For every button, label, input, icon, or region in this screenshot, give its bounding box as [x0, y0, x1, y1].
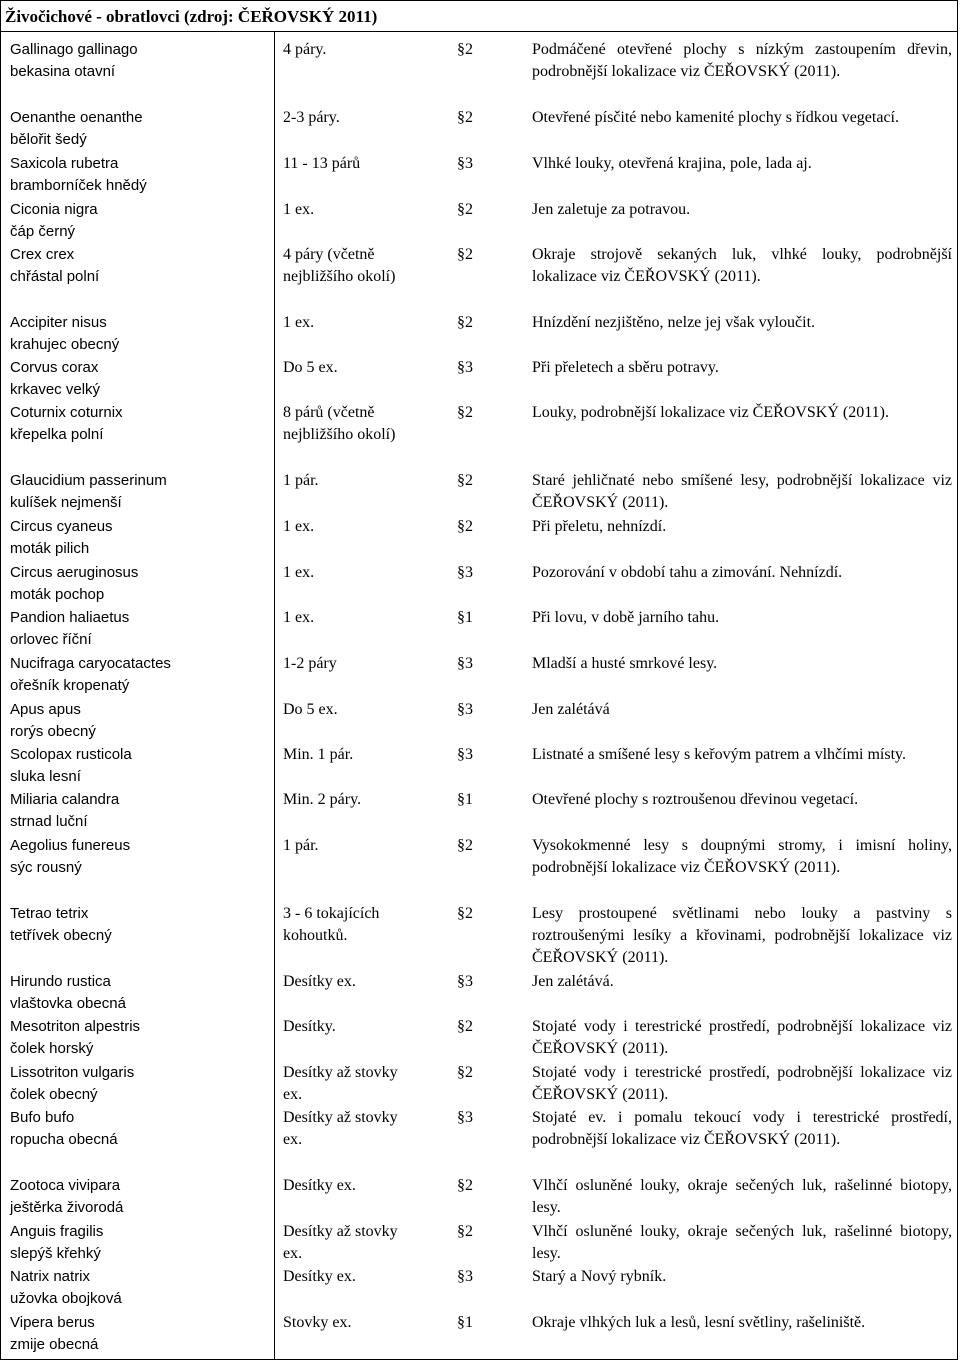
- count-cell: Desítky až stovky ex.: [283, 1064, 398, 1103]
- species-table: [0, 32, 958, 1360]
- latin-name: Aegolius funereus: [10, 837, 131, 854]
- protection-category-cell: §2: [457, 404, 473, 421]
- latin-name: Corvus corax: [10, 359, 99, 376]
- note-cell: Jen zalétává.: [532, 973, 614, 990]
- latin-name: Ciconia nigra: [10, 201, 98, 218]
- note-cell: Starý a Nový rybník.: [532, 1268, 667, 1285]
- note-cell: Stojaté ev. i pomalu tekoucí vody i terestrické prostředí, podrobnější lokalizace viz ČEŘOVSKÝ (2011).: [532, 1109, 952, 1148]
- protection-category-cell: §2: [457, 905, 473, 922]
- species-cell: [10, 1266, 265, 1310]
- latin-name: Crex crex: [10, 246, 75, 263]
- count-cell: Do 5 ex.: [283, 701, 338, 718]
- protection-category-cell: §3: [457, 1268, 473, 1285]
- species-cell: [10, 835, 265, 879]
- count-cell: 1-2 páry: [283, 655, 337, 672]
- protection-category-cell: §3: [457, 746, 473, 763]
- latin-name: Oenanthe oenanthe: [10, 109, 143, 126]
- note-cell: Při lovu, v době jarního tahu.: [532, 609, 720, 626]
- protection-category-cell: §2: [457, 41, 473, 58]
- count-cell: 1 ex.: [283, 609, 315, 626]
- protection-category-cell: §2: [457, 314, 473, 331]
- protection-category-cell: §1: [457, 609, 473, 626]
- czech-name: chřástal polní: [10, 268, 100, 285]
- protection-category-cell: §3: [457, 155, 473, 172]
- latin-name: Anguis fragilis: [10, 1223, 104, 1240]
- note-cell: Stojaté vody i terestrické prostředí, podrobnější lokalizace viz ČEŘOVSKÝ (2011).: [532, 1064, 952, 1103]
- count-cell: 11 - 13 párů: [283, 155, 361, 172]
- latin-name: Hirundo rustica: [10, 973, 111, 990]
- note-cell: Otevřené písčité nebo kamenité plochy s řídkou vegetací.: [532, 109, 899, 126]
- latin-name: Bufo bufo: [10, 1109, 75, 1126]
- count-cell: Desítky.: [283, 1018, 336, 1035]
- note-cell: Jen zaletuje za potravou.: [532, 201, 691, 218]
- count-cell: 1 pár.: [283, 837, 319, 854]
- note-cell: Staré jehličnaté nebo smíšené lesy, podrobnější lokalizace viz ČEŘOVSKÝ (2011).: [532, 472, 952, 511]
- latin-name: Miliaria calandra: [10, 791, 120, 808]
- species-cell: [10, 744, 265, 788]
- czech-name: bekasina otavní: [10, 63, 116, 80]
- note-cell: Vlhčí osluněné louky, okraje sečených luk, rašelinné biotopy, lesy.: [532, 1177, 952, 1216]
- count-cell: 1 ex.: [283, 518, 315, 535]
- protection-category-cell: §2: [457, 1064, 473, 1081]
- species-cell: [10, 789, 265, 833]
- protection-category-cell: §2: [457, 201, 473, 218]
- latin-name: Glaucidium passerinum: [10, 472, 167, 489]
- protection-category-cell: §3: [457, 701, 473, 718]
- count-cell: 1 pár.: [283, 472, 319, 489]
- count-cell: 1 ex.: [283, 201, 315, 218]
- species-cell: [10, 153, 265, 197]
- count-cell: Desítky ex.: [283, 973, 356, 990]
- count-cell: 4 páry (včetně nejbližšího okolí): [283, 246, 396, 285]
- count-cell: Stovky ex.: [283, 1314, 352, 1331]
- protection-category-cell: §2: [457, 472, 473, 489]
- protection-category-cell: §2: [457, 837, 473, 854]
- count-cell: Desítky až stovky ex.: [283, 1109, 398, 1148]
- note-cell: Při přeletu, nehnízdí.: [532, 518, 667, 535]
- species-cell: [10, 1221, 265, 1265]
- czech-name: ropucha obecná: [10, 1131, 118, 1148]
- species-cell: [10, 1016, 265, 1060]
- count-cell: Do 5 ex.: [283, 359, 338, 376]
- protection-category-cell: §1: [457, 1314, 473, 1331]
- note-cell: Lesy prostoupené světlinami nebo louky a pastviny s roztroušenými lesíky a křovinami, podrobnější lokalizace viz ČEŘOVSKÝ (2011).: [532, 905, 952, 966]
- protection-category-cell: §2: [457, 1177, 473, 1194]
- protection-category-cell: §2: [457, 1018, 473, 1035]
- note-cell: Stojaté vody i terestrické prostředí, podrobnější lokalizace viz ČEŘOVSKÝ (2011).: [532, 1018, 952, 1057]
- latin-name: Apus apus: [10, 701, 81, 718]
- note-cell: Hnízdění nezjištěno, nelze jej však vyloučit.: [532, 314, 816, 331]
- count-cell: 3 - 6 tokajících kohoutků.: [283, 905, 380, 944]
- species-cell: [10, 903, 265, 947]
- czech-name: tetřívek obecný: [10, 927, 112, 944]
- czech-name: čolek horský: [10, 1040, 94, 1057]
- species-cell: [10, 1062, 265, 1106]
- czech-name: sluka lesní: [10, 768, 81, 785]
- count-cell: 2-3 páry.: [283, 109, 340, 126]
- latin-name: Tetrao tetrix: [10, 905, 89, 922]
- protection-category-cell: §1: [457, 791, 473, 808]
- latin-name: Accipiter nisus: [10, 314, 107, 331]
- species-cell: [10, 699, 265, 743]
- czech-name: kulíšek nejmenší: [10, 494, 122, 511]
- species-cell: [10, 39, 265, 83]
- note-cell: Při přeletech a sběru potravy.: [532, 359, 719, 376]
- count-cell: 1 ex.: [283, 564, 315, 581]
- count-cell: Min. 2 páry.: [283, 791, 362, 808]
- czech-name: vlaštovka obecná: [10, 995, 126, 1012]
- latin-name: Vipera berus: [10, 1314, 95, 1331]
- latin-name: Coturnix coturnix: [10, 404, 123, 421]
- note-cell: Vysokokmenné lesy s doupnými stromy, i imisní holiny, podrobnější lokalizace viz ČEŘOVSKÝ (2011).: [532, 837, 952, 876]
- species-cell: [10, 607, 265, 651]
- protection-category-cell: §2: [457, 109, 473, 126]
- protection-category-cell: §3: [457, 1109, 473, 1126]
- species-cell: [10, 562, 265, 606]
- count-cell: Desítky až stovky ex.: [283, 1223, 398, 1262]
- species-cell: [10, 971, 265, 1015]
- latin-name: Circus cyaneus: [10, 518, 113, 535]
- note-cell: Mladší a husté smrkové lesy.: [532, 655, 718, 672]
- species-cell: [10, 244, 265, 288]
- note-cell: Vlhké louky, otevřená krajina, pole, lada aj.: [532, 155, 812, 172]
- species-cell: [10, 1175, 265, 1219]
- czech-name: moták pochop: [10, 586, 105, 603]
- count-cell: 4 páry.: [283, 41, 327, 58]
- czech-name: křepelka polní: [10, 426, 104, 443]
- czech-name: užovka obojková: [10, 1290, 122, 1307]
- species-cell: [10, 516, 265, 560]
- latin-name: Saxicola rubetra: [10, 155, 119, 172]
- latin-name: Circus aeruginosus: [10, 564, 139, 581]
- note-cell: Podmáčené otevřené plochy s nízkým zastoupením dřevin, podrobnější lokalizace viz ČEŘOVSKÝ (2011).: [532, 41, 952, 80]
- protection-category-cell: §2: [457, 518, 473, 535]
- count-cell: 1 ex.: [283, 314, 315, 331]
- count-cell: Min. 1 pár.: [283, 746, 354, 763]
- czech-name: bělořit šedý: [10, 131, 87, 148]
- table-title: Živočichové - obratlovci (zdroj: ČEŘOVSKÝ 2011): [0, 0, 958, 32]
- note-cell: Pozorování v období tahu a zimování. Nehnízdí.: [532, 564, 843, 581]
- species-cell: [10, 312, 265, 356]
- czech-name: slepýš křehký: [10, 1245, 101, 1262]
- species-cell: [10, 357, 265, 401]
- latin-name: Lissotriton vulgaris: [10, 1064, 135, 1081]
- protection-category-cell: §3: [457, 973, 473, 990]
- latin-name: Nucifraga caryocatactes: [10, 655, 171, 672]
- czech-name: bramborníček hnědý: [10, 177, 147, 194]
- note-cell: Jen zalétává: [532, 701, 610, 718]
- protection-category-cell: §2: [457, 1223, 473, 1240]
- note-cell: Okraje strojově sekaných luk, vlhké louky, podrobnější lokalizace viz ČEŘOVSKÝ (2011).: [532, 246, 952, 285]
- czech-name: moták pilich: [10, 540, 90, 557]
- column-divider: [274, 32, 275, 1359]
- czech-name: orlovec říční: [10, 631, 92, 648]
- species-cell: [10, 107, 265, 151]
- czech-name: čolek obecný: [10, 1086, 98, 1103]
- count-cell: Desítky ex.: [283, 1177, 356, 1194]
- latin-name: Mesotriton alpestris: [10, 1018, 141, 1035]
- species-cell: [10, 653, 265, 697]
- note-cell: Okraje vlhkých luk a lesů, lesní světliny, rašeliniště.: [532, 1314, 866, 1331]
- czech-name: ořešník kropenatý: [10, 677, 130, 694]
- protection-category-cell: §3: [457, 359, 473, 376]
- czech-name: zmije obecná: [10, 1336, 99, 1353]
- protection-category-cell: §2: [457, 246, 473, 263]
- species-cell: [10, 1107, 265, 1151]
- protection-category-cell: §3: [457, 564, 473, 581]
- czech-name: krahujec obecný: [10, 336, 120, 353]
- species-cell: [10, 199, 265, 243]
- note-cell: Louky, podrobnější lokalizace viz ČEŘOVSKÝ (2011).: [532, 404, 889, 421]
- count-cell: Desítky ex.: [283, 1268, 356, 1285]
- note-cell: Vlhčí osluněné louky, okraje sečených luk, rašelinné biotopy, lesy.: [532, 1223, 952, 1262]
- latin-name: Gallinago gallinago: [10, 41, 138, 58]
- czech-name: strnad luční: [10, 813, 88, 830]
- latin-name: Zootoca vivipara: [10, 1177, 121, 1194]
- count-cell: 8 párů (včetně nejbližšího okolí): [283, 404, 396, 443]
- czech-name: čáp černý: [10, 223, 76, 240]
- species-cell: [10, 1312, 265, 1356]
- latin-name: Scolopax rusticola: [10, 746, 132, 763]
- czech-name: rorýs obecný: [10, 723, 96, 740]
- latin-name: Natrix natrix: [10, 1268, 91, 1285]
- czech-name: ještěrka živorodá: [10, 1199, 124, 1216]
- species-cell: [10, 470, 265, 514]
- note-cell: Otevřené plochy s roztroušenou dřevinou vegetací.: [532, 791, 859, 808]
- protection-category-cell: §3: [457, 655, 473, 672]
- latin-name: Pandion haliaetus: [10, 609, 130, 626]
- czech-name: krkavec velký: [10, 381, 101, 398]
- note-cell: Listnaté a smíšené lesy s keřovým patrem a vlhčími místy.: [532, 746, 906, 763]
- czech-name: sýc rousný: [10, 859, 82, 876]
- species-cell: [10, 402, 265, 446]
